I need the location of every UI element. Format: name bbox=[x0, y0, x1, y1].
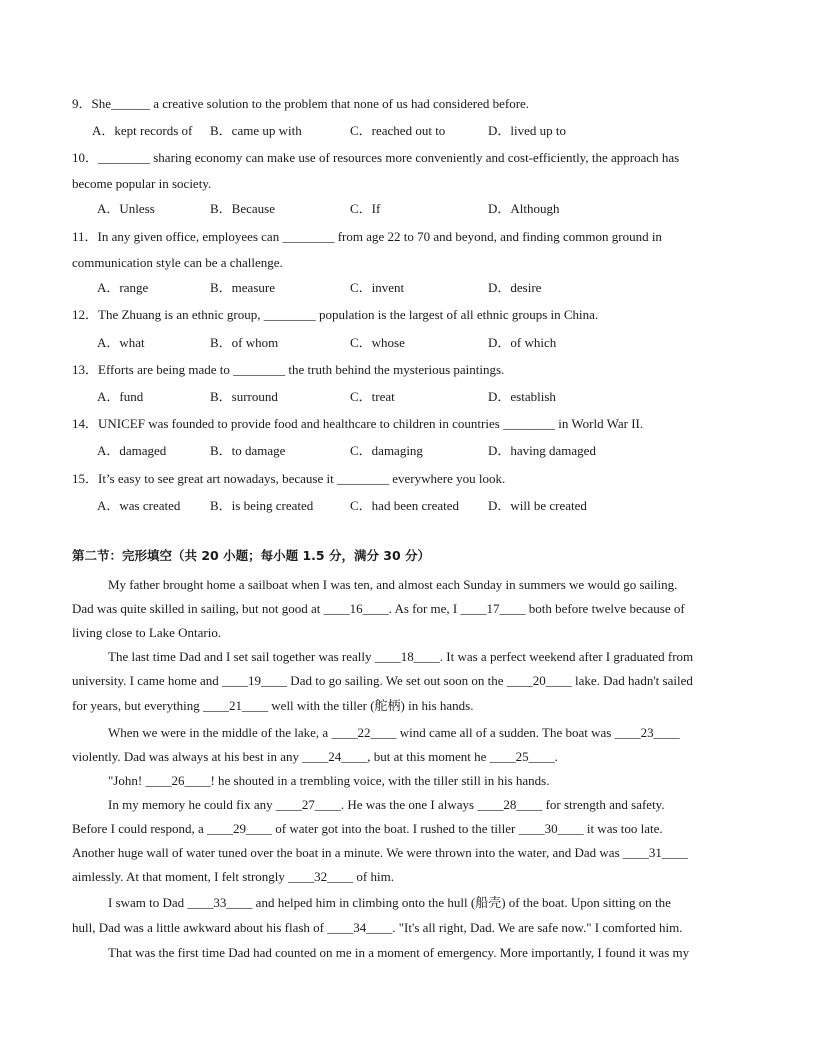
question-11-options bbox=[0, 280, 816, 296]
option-a[interactable]: A．kept records of bbox=[92, 123, 193, 138]
passage-line: for years, but everything ____21____ well with the tiller (舵柄) in his hands. bbox=[72, 698, 474, 713]
option-c[interactable]: C．If bbox=[350, 201, 381, 216]
option-a[interactable]: A．fund bbox=[97, 389, 144, 404]
option-c[interactable]: C．invent bbox=[350, 280, 405, 295]
option-b[interactable]: B．came up with bbox=[210, 123, 302, 138]
option-c[interactable]: C．had been created bbox=[350, 498, 460, 513]
question-11-stem-line-1: 11．In any given office, employees can ________ from age 22 to 70 and beyond, and finding common ground in bbox=[72, 229, 662, 244]
option-d[interactable]: D．Although bbox=[488, 201, 560, 216]
option-c[interactable]: C．whose bbox=[350, 335, 405, 350]
question-13-stem-line-1: 13．Efforts are being made to ________ the truth behind the mysterious paintings. bbox=[72, 362, 505, 377]
passage-line: hull, Dad was a little awkward about his flash of ____34____. "It's all right, Dad. We are safe now." I comforted him. bbox=[72, 920, 683, 935]
passage-line: aimlessly. At that moment, I felt strongly ____32____ of him. bbox=[72, 869, 394, 884]
passage-line: Before I could respond, a ____29____ of water got into the boat. I rushed to the tiller ____30____ it was too late. bbox=[72, 821, 663, 836]
question-13-options bbox=[0, 389, 816, 405]
question-14-options bbox=[0, 443, 816, 459]
passage-line: Another huge wall of water tuned over the boat in a minute. We were thrown into the water, and Dad was ____31____ bbox=[72, 845, 688, 860]
option-b[interactable]: B．to damage bbox=[210, 443, 286, 458]
option-b[interactable]: B．is being created bbox=[210, 498, 314, 513]
question-9-options bbox=[0, 123, 816, 139]
question-10-options bbox=[0, 201, 816, 217]
question-12-stem-line-1: 12．The Zhuang is an ethnic group, ________ population is the largest of all ethnic groups in China. bbox=[72, 307, 599, 322]
option-c[interactable]: C．treat bbox=[350, 389, 395, 404]
option-b[interactable]: B．surround bbox=[210, 389, 278, 404]
passage-line: Dad was quite skilled in sailing, but not good at ____16____. As for me, I ____17____ both before twelve because of bbox=[72, 601, 685, 616]
section-2-heading: 第二节：完形填空（共 20 小题；每小题 1.5 分，满分 30 分） bbox=[72, 548, 431, 563]
passage-line: I swam to Dad ____33____ and helped him in climbing onto the hull (船壳) of the boat. Upon sitting on the bbox=[108, 895, 671, 910]
passage-line: The last time Dad and I set sail together was really ____18____. It was a perfect weekend after I graduated from bbox=[108, 649, 694, 664]
question-15-stem-line-1: 15．It’s easy to see great art nowadays, because it ________ everywhere you look. bbox=[72, 471, 506, 486]
option-d[interactable]: D．establish bbox=[488, 389, 556, 404]
question-9-stem-line-1: 9．She______ a creative solution to the problem that none of us had considered before. bbox=[72, 96, 530, 111]
option-d[interactable]: D．will be created bbox=[488, 498, 587, 513]
passage-line: university. I came home and ____19____ Dad to go sailing. We set out soon on the ____20____ lake. Dad hadn't sailed bbox=[72, 673, 693, 688]
option-b[interactable]: B．Because bbox=[210, 201, 275, 216]
question-11-stem-line-2: communication style can be a challenge. bbox=[72, 255, 283, 270]
option-d[interactable]: D．having damaged bbox=[488, 443, 596, 458]
passage-line: That was the first time Dad had counted on me in a moment of emergency. More importantly, I found it was my bbox=[108, 945, 690, 960]
option-c[interactable]: C．damaging bbox=[350, 443, 423, 458]
passage-line: My father brought home a sailboat when I was ten, and almost each Sunday in summers we would go sailing. bbox=[108, 577, 678, 592]
passage-line: "John! ____26____! he shouted in a trembling voice, with the tiller still in his hands. bbox=[108, 773, 550, 788]
option-d[interactable]: D．of which bbox=[488, 335, 557, 350]
option-a[interactable]: A．what bbox=[97, 335, 145, 350]
passage-line: In my memory he could fix any ____27____. He was the one I always ____28____ for strength and safety. bbox=[108, 797, 665, 812]
option-b[interactable]: B．of whom bbox=[210, 335, 279, 350]
passage-line: living close to Lake Ontario. bbox=[72, 625, 222, 640]
option-c[interactable]: C．reached out to bbox=[350, 123, 446, 138]
passage-line: violently. Dad was always at his best in any ____24____, but at this moment he ____25____. bbox=[72, 749, 558, 764]
option-a[interactable]: A．Unless bbox=[97, 201, 155, 216]
option-d[interactable]: D．desire bbox=[488, 280, 542, 295]
option-a[interactable]: A．was created bbox=[97, 498, 181, 513]
question-12-options bbox=[0, 335, 816, 351]
option-b[interactable]: B．measure bbox=[210, 280, 275, 295]
option-a[interactable]: A．range bbox=[97, 280, 149, 295]
option-a[interactable]: A．damaged bbox=[97, 443, 167, 458]
option-d[interactable]: D．lived up to bbox=[488, 123, 566, 138]
question-10-stem-line-2: become popular in society. bbox=[72, 176, 212, 191]
passage-line: When we were in the middle of the lake, a ____22____ wind came all of a sudden. The boat was ____23____ bbox=[108, 725, 680, 740]
question-15-options bbox=[0, 498, 816, 514]
question-14-stem-line-1: 14．UNICEF was founded to provide food and healthcare to children in countries ________ in World War II. bbox=[72, 416, 644, 431]
question-10-stem-line-1: 10．________ sharing economy can make use of resources more conveniently and cost-efficiently, the approach has bbox=[72, 150, 680, 165]
